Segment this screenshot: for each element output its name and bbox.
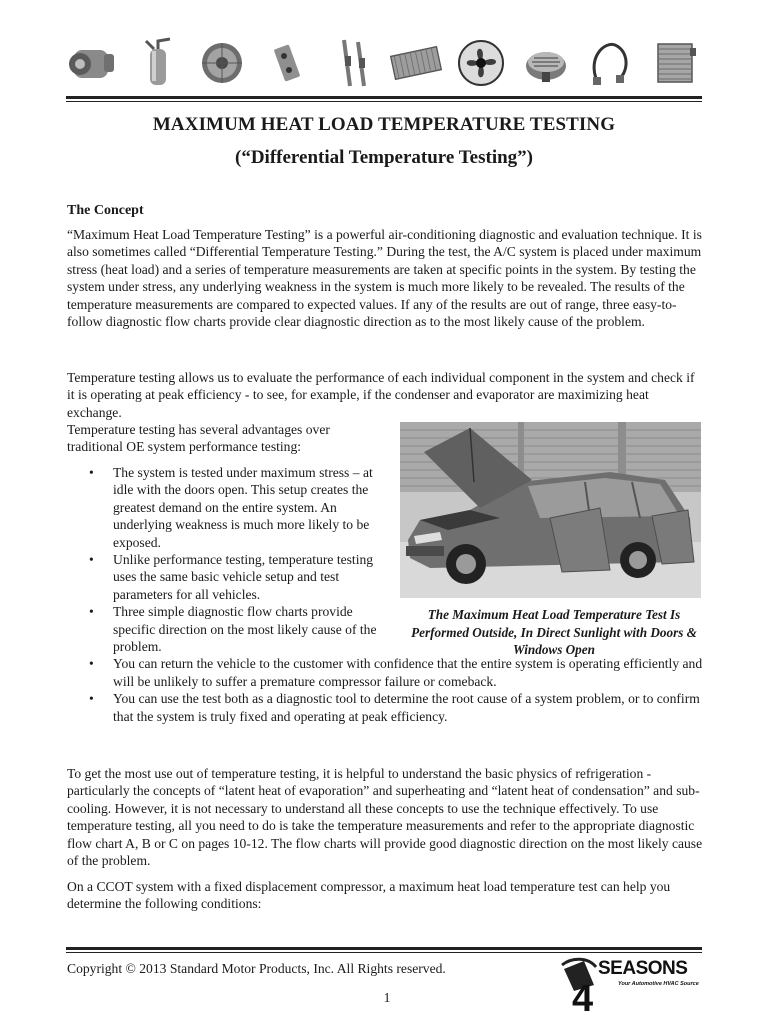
logo-tagline: Your Automotive HVAC Source	[618, 981, 699, 987]
hose-assembly-icon	[583, 35, 637, 91]
accumulator-icon	[131, 35, 185, 91]
bullet-icon: •	[89, 465, 94, 480]
bullet-icon: •	[89, 604, 94, 620]
intro-paragraph: “Maximum Heat Load Temperature Testing” is a powerful air-conditioning diagnostic and evaluation technique. It is also sometimes called “Differential Temperature Testing.” During the test, the A/C system is placed under maximum stress (heat load) and a series of temperature measurements are taken at specific points in the system. By testing the system under stress, any underlying weakness in the system is much more likely to be revealed. The results of the temperature measurements are compared to expected values. If any of the results are out of range, three easy-to-follow diagnostic flow charts provide clear diagnostic direction as to the most likely cause of the problem.	[67, 227, 702, 330]
page-subtitle: (“Differential Temperature Testing”)	[235, 147, 533, 168]
car-photo	[400, 422, 701, 598]
list-item-text: You can return the vehicle to the customer with confidence that the entire system is operating efficiently and will be unlikely to suffer a premature compressor failure or comeback.	[113, 656, 703, 689]
ccot-paragraph: On a CCOT system with a fixed displacement compressor, a maximum heat load temperature test can help you determine the following conditions:	[67, 879, 671, 912]
evaporator-core-icon	[648, 35, 702, 91]
list-item-text: The system is tested under maximum stress – at idle with the doors open. This setup creates the greatest demand on the entire system. An underlying weakness is much more likely to be exposed.	[113, 465, 373, 550]
list-item-text: Three simple diagnostic flow charts provide specific direction on the most likely cause of the problem.	[113, 604, 377, 655]
photo-caption: The Maximum Heat Load Temperature Test Is Performed Outside, In Direct Sunlight with Doors & Windows Open	[411, 607, 697, 658]
blower-motor-icon	[519, 35, 573, 91]
header-parts-strip	[66, 32, 702, 94]
copyright-notice: Copyright © 2013 Standard Motor Products, Inc. All Rights reserved.	[67, 961, 446, 976]
header-rule-thick	[66, 96, 702, 99]
cooling-fan-icon	[454, 35, 508, 91]
four-seasons-logo	[560, 955, 706, 1015]
page-title: MAXIMUM HEAT LOAD TEMPERATURE TESTING	[152, 114, 616, 135]
section-heading: The Concept	[67, 203, 144, 218]
compressor-icon	[66, 35, 120, 91]
list-item	[67, 551, 385, 603]
footer-rule-thick	[66, 947, 702, 950]
clutch-pulley-icon	[195, 35, 249, 91]
list-item	[67, 603, 385, 655]
condenser-icon	[389, 35, 443, 91]
logo-numeral: 4	[572, 978, 594, 1015]
evaluation-paragraph: Temperature testing allows us to evaluate the performance of each individual component in the system and check if it is operating at peak efficiency - to see, for example, if the condenser and evaporator are maximizing heat exchange.	[67, 370, 695, 420]
list-item-text: Unlike performance testing, temperature testing uses the same basic vehicle setup and test parameters for all vehicles.	[113, 552, 374, 602]
list-item	[67, 690, 703, 725]
advantages-intro-paragraph: Temperature testing has several advantages over traditional OE system performance testing:	[67, 422, 330, 455]
orifice-tube-icon	[325, 35, 379, 91]
logo-name: SEASONS	[598, 958, 688, 979]
page-number: 1	[383, 990, 391, 1005]
expansion-valve-icon	[260, 35, 314, 91]
physics-paragraph: To get the most use out of temperature testing, it is helpful to understand the basic physics of refrigeration - particularly the concepts of “latent heat of evaporation” and superheating and “latent heat of condensation” and sub-cooling. However, it is not necessary to understand all these concepts to use the technique effectively. To use temperature testing, all you need to do is take the temperature measurements and refer to the appropriate diagnostic flow chart A, B or C on pages 10-12. The flow charts will provide good diagnostic direction on the most likely cause of the problem.	[67, 766, 703, 869]
list-item	[67, 655, 703, 690]
footer-rule-thin	[66, 952, 702, 953]
bullet-icon: •	[89, 691, 94, 707]
list-item	[67, 464, 385, 551]
bullet-icon: •	[89, 552, 94, 568]
header-rule-thin	[66, 101, 702, 102]
list-item-text: You can use the test both as a diagnostic tool to determine the root cause of a system problem, or to confirm that the system is truly fixed and operating at peak efficiency.	[113, 691, 700, 724]
bullet-icon: •	[89, 656, 94, 672]
